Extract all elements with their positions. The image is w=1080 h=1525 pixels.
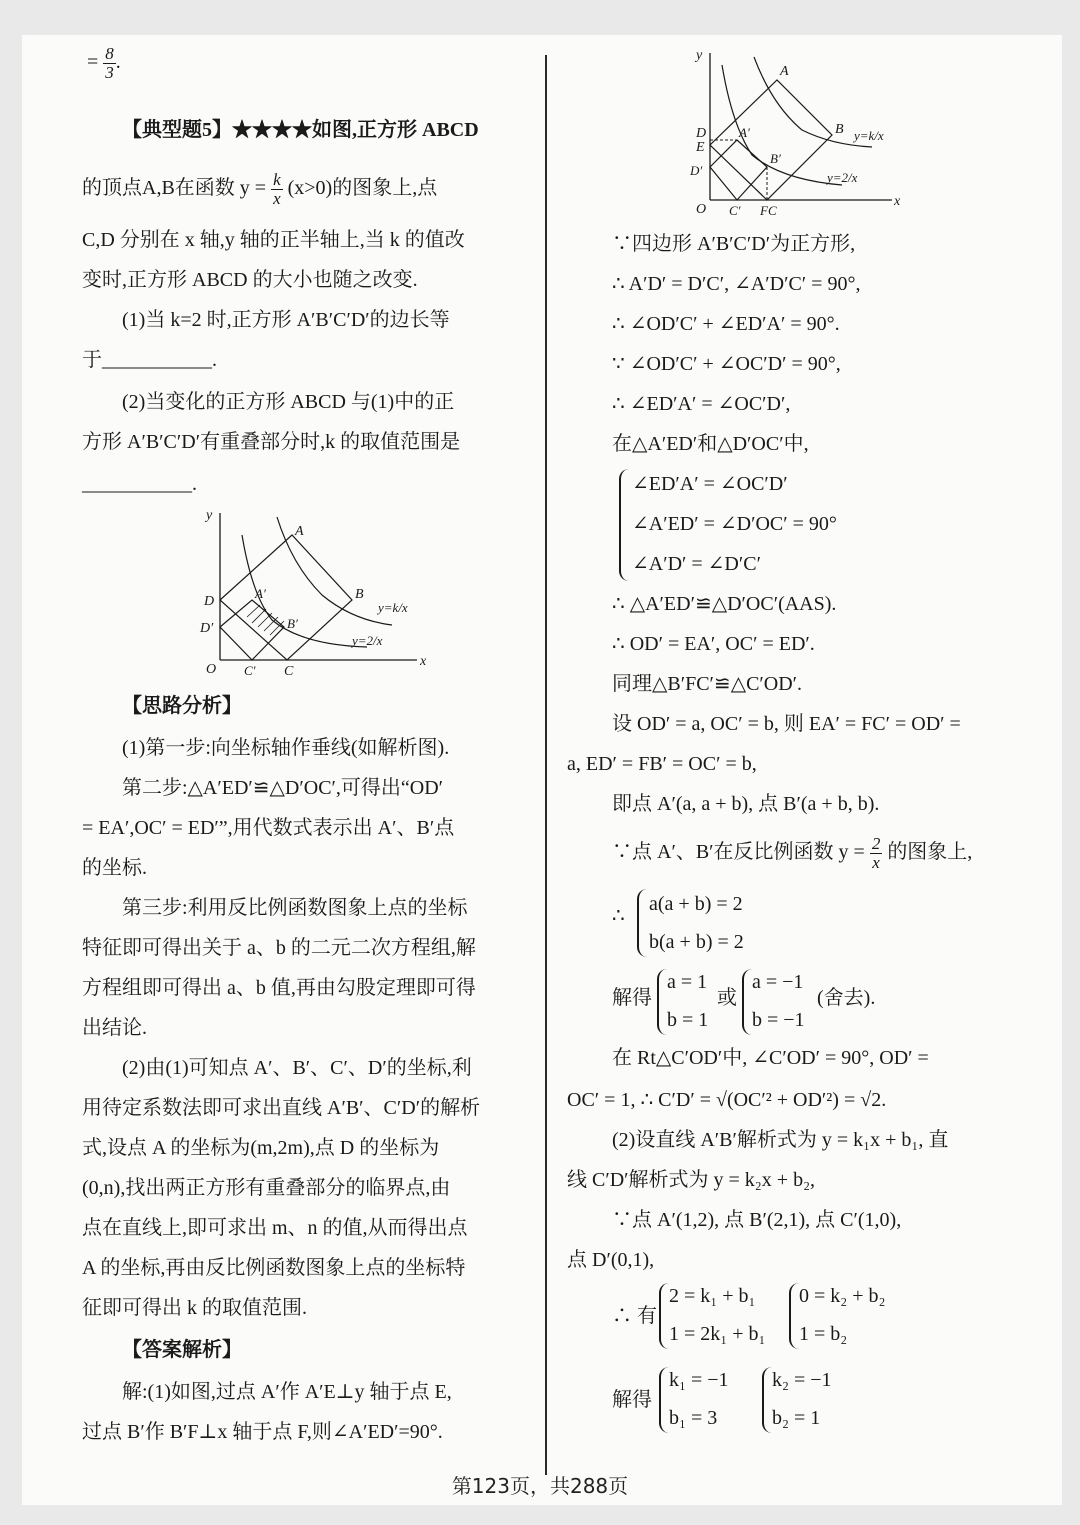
- equation-line: a(a + b) = 2: [649, 893, 743, 915]
- solution-line: (2)设直线 A′B′解析式为 y = k₁x + b₁, 直: [612, 1129, 949, 1151]
- label-b-prime: B′: [770, 151, 781, 166]
- label-fc: FC: [760, 203, 777, 218]
- analysis-line: 用待定系数法即可求出直线 A′B′、C′D′的解析: [82, 1097, 481, 1119]
- system-brace: [619, 469, 631, 581]
- label-c: C: [284, 664, 294, 679]
- text-fragment: 的图象上,: [887, 841, 973, 864]
- problem-line: [82, 171, 437, 208]
- solution-line: ∵四边形 A′B′C′D′为正方形,: [612, 233, 856, 255]
- equation-line: b₁ = 3: [669, 1407, 718, 1429]
- problem-line: 变时,正方形 ABCD 的大小也随之改变.: [82, 269, 418, 291]
- solution-line: ∴ OD′ = EA′, OC′ = ED′.: [612, 633, 815, 655]
- solution-line: a, ED′ = FB′ = OC′ = b,: [567, 753, 757, 775]
- denominator: x: [872, 853, 880, 872]
- page-footer: 第123页，共288页: [451, 1474, 629, 1498]
- label-e: E: [696, 140, 705, 155]
- equation-line: b(a + b) = 2: [649, 931, 744, 953]
- equation-line: k₂ = −1: [772, 1369, 832, 1391]
- label-d-prime: D′: [690, 163, 703, 178]
- text-fragment: ∵点 A′、B′在反比例函数 y =: [612, 841, 865, 864]
- equation-line: ∠A′D′ = ∠D′C′: [632, 553, 761, 575]
- equation-line: 2 = k₁ + b₁: [669, 1285, 756, 1307]
- label-k-over-x: y=k/x: [378, 600, 408, 615]
- solution-line: 同理△B′FC′≌△C′OD′.: [612, 673, 803, 695]
- square-abcd: [220, 535, 352, 660]
- text-fragment: 的顶点A,B在函数 y =: [82, 177, 267, 200]
- solution-line: 线 C′D′解析式为 y = k₂x + b₂,: [567, 1169, 816, 1191]
- analysis-line: 方程组即可得出 a、b 值,再由勾股定理即可得: [82, 977, 476, 999]
- label-b-prime: B′: [287, 616, 298, 631]
- fraction-result: = $\frac{8}{3}$ .: [87, 44, 121, 82]
- label-x: x: [894, 194, 901, 209]
- problem-line: C,D 分别在 x 轴,y 轴的正半轴上,当 k 的值改: [82, 229, 465, 251]
- problem-line: (1)当 k=2 时,正方形 A′B′C′D′的边长等: [122, 309, 450, 331]
- solution-line: ∴ ∠ED′A′ = ∠OC′D′,: [612, 393, 791, 415]
- label-b: B: [355, 587, 364, 602]
- analysis-line: 出结论.: [82, 1017, 147, 1039]
- denominator: 3: [105, 63, 114, 82]
- numerator: 2: [871, 834, 881, 853]
- solution-line: ∴ A′D′ = D′C′, ∠A′D′C′ = 90°,: [612, 273, 861, 295]
- equation-line: 0 = k₂ + b₂: [799, 1285, 886, 1307]
- equation-line: b₂ = 1: [772, 1407, 821, 1429]
- problem-figure: [192, 505, 432, 680]
- section-heading: 【思路分析】: [122, 695, 242, 717]
- numerator: 8: [105, 44, 114, 63]
- label-a-prime: A′: [255, 586, 266, 601]
- solution-line: 解:(1)如图,过点 A′作 A′E⊥y 轴于点 E,: [122, 1381, 452, 1403]
- answer-blank: ___________.: [82, 473, 197, 495]
- solution-line: 过点 B′作 B′F⊥x 轴于点 F,则∠A′ED′=90°.: [82, 1421, 443, 1443]
- label-o: O: [696, 202, 707, 217]
- solution-line: 在 Rt△C′OD′中, ∠C′OD′ = 90°, OD′ =: [612, 1047, 929, 1069]
- solution-line: 设 OD′ = a, OC′ = b, 则 EA′ = FC′ = OD′ =: [612, 713, 961, 735]
- system-brace: [637, 889, 649, 957]
- label-k-over-x: y=k/x: [854, 128, 884, 143]
- problem-line: (2)当变化的正方形 ABCD 与(1)中的正: [122, 391, 455, 413]
- text-fragment: 或: [717, 987, 737, 1009]
- label-d-prime: D′: [200, 621, 214, 636]
- document-page: [22, 35, 1062, 1505]
- solution-line: OC′ = 1, ∴ C′D′ = √(OC′² + OD′²) = √2.: [567, 1089, 887, 1111]
- equation-line: a = 1: [667, 971, 708, 993]
- analysis-line: 特征即可得出关于 a、b 的二元二次方程组,解: [82, 937, 476, 959]
- analysis-line: = EA′,OC′ = ED′”,用代数式表示出 A′、B′点: [82, 817, 455, 839]
- analysis-line: 式,设点 A 的坐标为(m,2m),点 D 的坐标为: [82, 1137, 440, 1159]
- problem-line: 方形 A′B′C′D′有重叠部分时,k 的取值范围是: [82, 431, 461, 453]
- analysis-line: 第二步:△A′ED′≌△D′OC′,可得出“OD′: [122, 777, 444, 799]
- column-divider: [545, 55, 547, 1475]
- label-a-prime: A′: [739, 125, 750, 140]
- solution-line: ∴ △A′ED′≌△D′OC′(AAS).: [612, 593, 837, 615]
- label-d: D: [204, 594, 215, 609]
- solution-line: [612, 835, 972, 872]
- label-o: O: [206, 662, 217, 677]
- equation-line: ∠ED′A′ = ∠OC′D′: [632, 473, 788, 495]
- label-d: D: [696, 126, 707, 141]
- label-y: y: [206, 508, 213, 523]
- analysis-line: 征即可得出 k 的取值范围.: [82, 1297, 307, 1319]
- analysis-line: A 的坐标,再由反比例函数图象上点的坐标特: [82, 1257, 466, 1279]
- equation-line: b = 1: [667, 1009, 709, 1031]
- overlap-hatch: [247, 605, 284, 635]
- equation-line: k₁ = −1: [669, 1369, 729, 1391]
- label-b: B: [835, 122, 844, 137]
- solution-figure: [682, 45, 922, 220]
- analysis-line: (0,n),找出两正方形有重叠部分的临界点,由: [82, 1177, 451, 1199]
- problem-title: 【典型题5】★★★★如图,正方形 ABCD: [122, 119, 479, 141]
- equation-line: a = −1: [752, 971, 804, 993]
- answer-blank: 于___________.: [82, 349, 217, 371]
- analysis-line: 第三步:利用反比例函数图象上点的坐标: [122, 897, 468, 919]
- solution-label: 解得: [612, 987, 652, 1009]
- numerator: k: [273, 170, 281, 189]
- equation-line: b = −1: [752, 1009, 805, 1031]
- solution-line: 即点 A′(a, a + b), 点 B′(a + b, b).: [612, 793, 880, 815]
- label-y: y: [696, 48, 703, 63]
- equation-line: 1 = 2k₁ + b₁: [669, 1323, 766, 1345]
- text-fragment: (舍去).: [817, 987, 876, 1009]
- label-2-over-x: y=2/x: [352, 633, 383, 648]
- solution-line: ∵点 A′(1,2), 点 B′(2,1), 点 C′(1,0),: [612, 1209, 902, 1231]
- label-x: x: [420, 654, 427, 669]
- solution-line: 在△A′ED′和△D′OC′中,: [612, 433, 809, 455]
- solution-line: 点 D′(0,1),: [567, 1249, 655, 1271]
- label-c-prime: C′: [729, 203, 741, 218]
- solution-line: ∴ ∠OD′C′ + ∠ED′A′ = 90°.: [612, 313, 840, 335]
- analysis-line: (2)由(1)可知点 A′、B′、C′、D′的坐标,利: [122, 1057, 472, 1079]
- label-a: A: [295, 524, 304, 539]
- solution-label: 解得: [612, 1389, 652, 1411]
- analysis-line: 的坐标.: [82, 857, 147, 879]
- section-heading: 【答案解析】: [122, 1339, 242, 1361]
- label-c-prime: C′: [244, 663, 256, 678]
- equation-line: ∠A′ED′ = ∠D′OC′ = 90°: [632, 513, 837, 535]
- denominator: x: [273, 189, 281, 208]
- solution-line: ∵ ∠OD′C′ + ∠OC′D′ = 90°,: [612, 353, 841, 375]
- label-2-over-x: y=2/x: [827, 170, 858, 185]
- therefore-symbol: ∴: [612, 905, 625, 927]
- analysis-line: (1)第一步:向坐标轴作垂线(如解析图).: [122, 737, 450, 759]
- analysis-line: 点在直线上,即可求出 m、n 的值,从而得出点: [82, 1217, 468, 1239]
- equation-line: 1 = b₂: [799, 1323, 848, 1345]
- solution-label: ∴ 有: [612, 1305, 657, 1327]
- label-a: A: [780, 64, 789, 79]
- text-fragment: (x>0)的图象上,点: [287, 177, 438, 200]
